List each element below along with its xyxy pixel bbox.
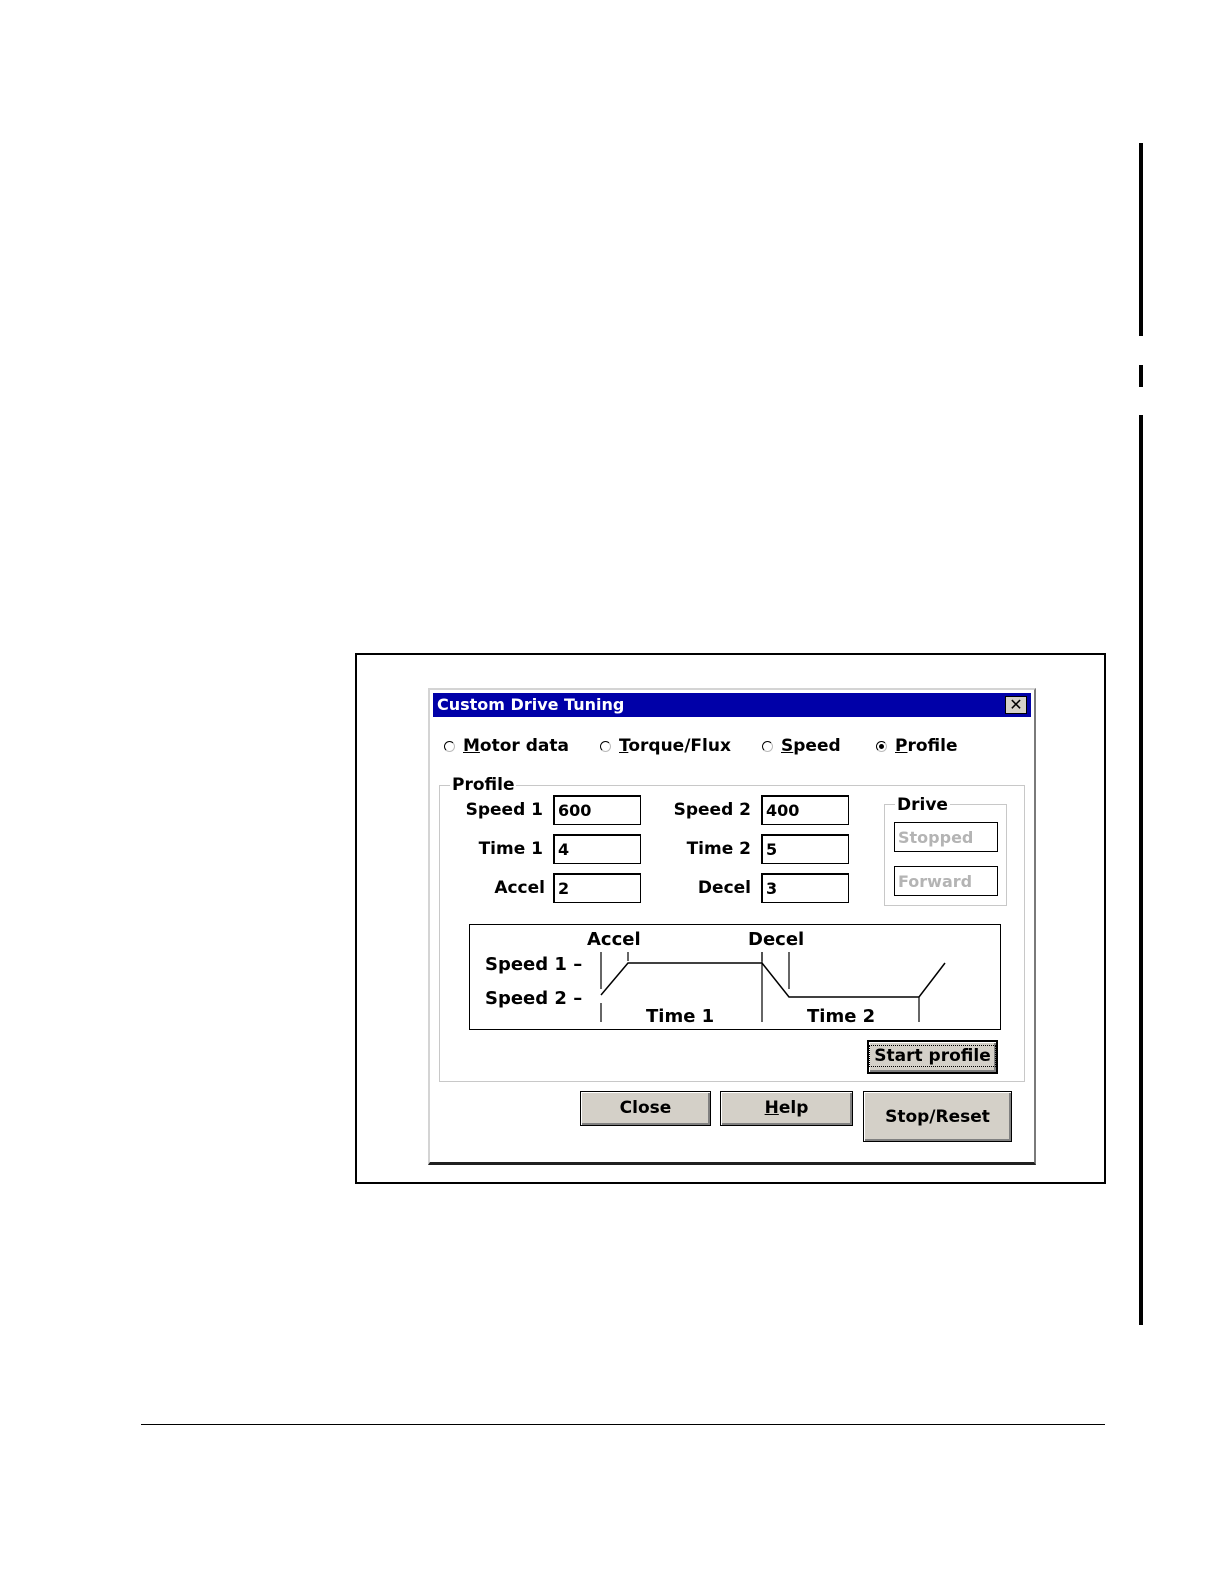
diagram-accel-label: Accel: [587, 929, 641, 950]
decel-label: Decel: [697, 878, 751, 898]
radio-speed[interactable]: [762, 736, 841, 756]
radio-label: Torque/Flux: [619, 736, 731, 756]
close-button-label: Close: [619, 1098, 672, 1118]
radio-icon: [762, 741, 773, 752]
radio-label: Profile: [895, 736, 958, 756]
time2-label: Time 2: [686, 839, 751, 859]
stop-reset-button-label: Stop/Reset: [885, 1107, 990, 1127]
diagram-profile-line: [601, 963, 945, 997]
speed1-input[interactable]: [553, 795, 641, 825]
diagram-time2-label: Time 2: [807, 1006, 876, 1027]
time2-input[interactable]: [761, 834, 849, 864]
diagram-speed1-label: Speed 1 –: [485, 954, 583, 975]
close-icon[interactable]: ✕: [1005, 696, 1027, 714]
speed2-input[interactable]: [761, 795, 849, 825]
footer-rule: [141, 1424, 1105, 1425]
speed1-label: Speed 1: [465, 800, 543, 820]
drive-group-title: Drive: [897, 795, 948, 815]
change-bar-bottom: [1139, 415, 1143, 1325]
start-profile-button[interactable]: [867, 1040, 998, 1074]
radio-label: Speed: [781, 736, 841, 756]
change-bar-middle: [1139, 365, 1143, 387]
help-button[interactable]: [720, 1091, 853, 1126]
dialog-title: Custom Drive Tuning: [437, 695, 625, 714]
decel-input[interactable]: [761, 873, 849, 903]
radio-label: Motor data: [463, 736, 569, 756]
profile-diagram: [469, 924, 1001, 1030]
drive-state-field: [894, 822, 998, 852]
profile-group-title: Profile: [452, 775, 515, 795]
drive-direction-field: [894, 866, 998, 896]
radio-profile[interactable]: [876, 736, 958, 756]
close-button[interactable]: [580, 1091, 711, 1126]
speed2-label: Speed 2: [673, 800, 751, 820]
radio-icon: [600, 741, 611, 752]
accel-label: Accel: [494, 878, 545, 898]
time1-label: Time 1: [478, 839, 543, 859]
accel-input[interactable]: [553, 873, 641, 903]
diagram-time1-label: Time 1: [646, 1006, 715, 1027]
stop-reset-button[interactable]: [863, 1091, 1012, 1142]
start-profile-label: Start profile: [869, 1045, 995, 1067]
help-button-label: Help: [764, 1098, 809, 1118]
radio-torque-flux[interactable]: [600, 736, 731, 756]
radio-motor-data[interactable]: [444, 736, 569, 756]
radio-checked-icon: [876, 741, 887, 752]
time1-input[interactable]: [553, 834, 641, 864]
diagram-decel-label: Decel: [748, 929, 805, 950]
radio-icon: [444, 741, 455, 752]
diagram-speed2-label: Speed 2 –: [485, 988, 583, 1009]
change-bar-top: [1139, 143, 1143, 336]
dialog-titlebar: [433, 693, 1031, 717]
profile-diagram-svg: [470, 925, 1002, 1031]
